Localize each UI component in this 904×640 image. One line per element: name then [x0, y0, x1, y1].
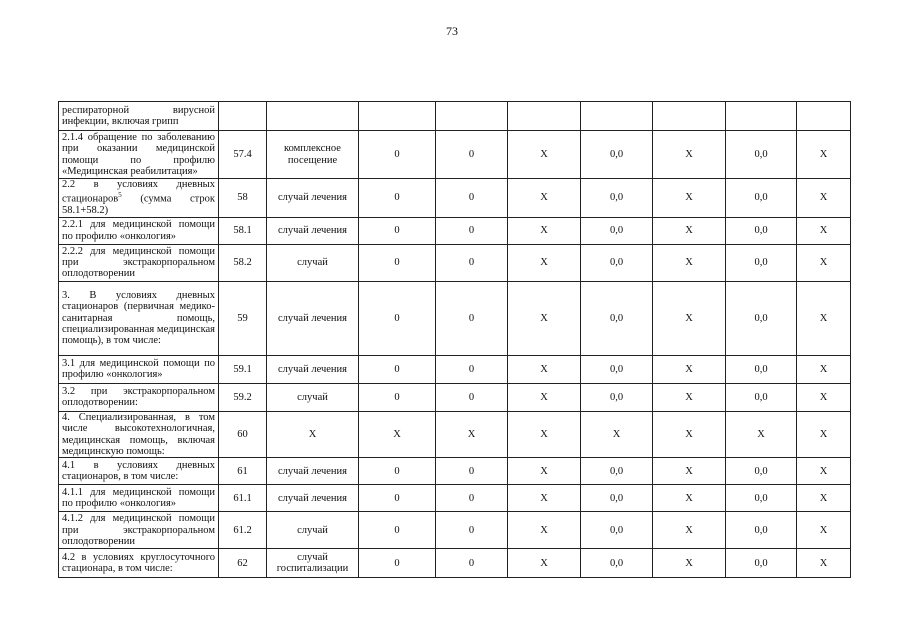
row-unit: случай лечения [267, 485, 359, 512]
row-code: 62 [219, 549, 267, 578]
table-row [59, 549, 851, 578]
row-value-3: X [508, 383, 581, 411]
row-value-6: 0,0 [726, 485, 797, 512]
row-value-3: X [508, 217, 581, 244]
row-code: 61.1 [219, 485, 267, 512]
row-value-3: X [508, 458, 581, 485]
row-value-1: 0 [359, 383, 436, 411]
page-number: 73 [446, 24, 458, 38]
row-value-6: 0,0 [726, 217, 797, 244]
table-row [59, 102, 851, 131]
row-value-7: X [797, 244, 851, 281]
row-value-6 [726, 102, 797, 131]
row-value-3: X [508, 512, 581, 549]
row-value-1: X [359, 411, 436, 458]
row-value-5: X [653, 485, 726, 512]
row-name: 2.2.2 для медицинской помощи при экстракорпоральном оплодотворении [59, 244, 219, 281]
row-value-5: X [653, 244, 726, 281]
table-row [59, 383, 851, 411]
row-value-6: X [726, 411, 797, 458]
row-value-7: X [797, 179, 851, 218]
row-value-5: X [653, 355, 726, 383]
row-value-2: 0 [436, 458, 508, 485]
row-value-4: 0,0 [581, 512, 653, 549]
row-value-2: 0 [436, 383, 508, 411]
row-value-1: 0 [359, 217, 436, 244]
row-name: 4. Специализированная, в том числе высокотехнологичная, медицинская помощь, включая медицинскую помощь: [59, 411, 219, 458]
row-name: 3.1 для медицинской помощи по профилю «онкология» [59, 355, 219, 383]
row-code: 60 [219, 411, 267, 458]
row-value-1: 0 [359, 244, 436, 281]
row-name: 4.1.1 для медицинской помощи по профилю «онкология» [59, 485, 219, 512]
row-code: 58.2 [219, 244, 267, 281]
row-unit: случай лечения [267, 217, 359, 244]
row-value-5: X [653, 179, 726, 218]
row-value-1: 0 [359, 512, 436, 549]
row-code: 59.2 [219, 383, 267, 411]
row-value-4 [581, 102, 653, 131]
row-value-2: X [436, 411, 508, 458]
row-name: 3. В условиях дневных стационаров (первичная медико-санитарная помощь, специализированная медицинская помощь), в том числе: [59, 281, 219, 355]
row-value-7: X [797, 411, 851, 458]
row-value-2: 0 [436, 549, 508, 578]
row-unit: случай лечения [267, 355, 359, 383]
table-row [59, 217, 851, 244]
row-value-1: 0 [359, 485, 436, 512]
row-value-2: 0 [436, 217, 508, 244]
row-value-4: 0,0 [581, 485, 653, 512]
row-value-6: 0,0 [726, 179, 797, 218]
table-row [59, 458, 851, 485]
row-value-4: X [581, 411, 653, 458]
row-code: 57.4 [219, 131, 267, 179]
row-value-1: 0 [359, 458, 436, 485]
row-value-5 [653, 102, 726, 131]
row-value-5: X [653, 458, 726, 485]
row-value-1: 0 [359, 281, 436, 355]
row-unit: случай [267, 512, 359, 549]
row-value-5: X [653, 512, 726, 549]
row-value-2 [436, 102, 508, 131]
row-unit [267, 102, 359, 131]
row-value-3: X [508, 131, 581, 179]
row-value-3: X [508, 244, 581, 281]
row-value-7: X [797, 485, 851, 512]
data-table [58, 101, 851, 578]
table-row [59, 355, 851, 383]
row-value-5: X [653, 549, 726, 578]
table-row [59, 179, 851, 218]
row-value-4: 0,0 [581, 281, 653, 355]
row-value-3 [508, 102, 581, 131]
row-value-2: 0 [436, 281, 508, 355]
table-row [59, 411, 851, 458]
row-code: 59 [219, 281, 267, 355]
row-value-2: 0 [436, 131, 508, 179]
row-code: 58.1 [219, 217, 267, 244]
row-code [219, 102, 267, 131]
row-value-6: 0,0 [726, 458, 797, 485]
row-name: 4.1 в условиях дневных стационаров, в том числе: [59, 458, 219, 485]
row-value-3: X [508, 281, 581, 355]
row-unit: случай лечения [267, 281, 359, 355]
row-code: 61.2 [219, 512, 267, 549]
row-value-7: X [797, 131, 851, 179]
row-unit: комплексное посещение [267, 131, 359, 179]
row-value-2: 0 [436, 485, 508, 512]
row-value-2: 0 [436, 512, 508, 549]
row-name: респираторной вирусной инфекции, включая грипп [59, 102, 219, 131]
row-unit: случай лечения [267, 458, 359, 485]
row-value-6: 0,0 [726, 355, 797, 383]
row-value-7: X [797, 217, 851, 244]
row-value-4: 0,0 [581, 549, 653, 578]
table-row [59, 131, 851, 179]
footnote-mark: 5 [118, 191, 122, 200]
table-row [59, 281, 851, 355]
row-value-1 [359, 102, 436, 131]
row-value-1: 0 [359, 549, 436, 578]
row-value-1: 0 [359, 179, 436, 218]
row-value-6: 0,0 [726, 512, 797, 549]
row-name: 2.2 в условиях дневных стационаров$^5$ (сумма строк 58.1+58.2) [59, 179, 219, 218]
row-value-5: X [653, 411, 726, 458]
row-value-7: X [797, 281, 851, 355]
row-value-7: X [797, 549, 851, 578]
row-value-1: 0 [359, 131, 436, 179]
row-value-3: X [508, 549, 581, 578]
row-unit: случай лечения [267, 179, 359, 218]
table-row [59, 485, 851, 512]
row-code: 61 [219, 458, 267, 485]
row-value-4: 0,0 [581, 244, 653, 281]
row-value-4: 0,0 [581, 179, 653, 218]
row-value-3: X [508, 179, 581, 218]
row-value-4: 0,0 [581, 383, 653, 411]
row-value-3: X [508, 411, 581, 458]
row-value-4: 0,0 [581, 217, 653, 244]
row-name: 4.2 в условиях круглосуточного стационара, в том числе: [59, 549, 219, 578]
row-code: 59.1 [219, 355, 267, 383]
row-value-5: X [653, 131, 726, 179]
row-value-3: X [508, 485, 581, 512]
row-value-5: X [653, 383, 726, 411]
row-unit: случай [267, 383, 359, 411]
row-unit: случай [267, 244, 359, 281]
row-value-7 [797, 102, 851, 131]
row-value-6: 0,0 [726, 244, 797, 281]
row-value-7: X [797, 512, 851, 549]
row-value-5: X [653, 217, 726, 244]
row-value-4: 0,0 [581, 458, 653, 485]
row-value-2: 0 [436, 244, 508, 281]
row-unit: случай госпитализации [267, 549, 359, 578]
row-unit: X [267, 411, 359, 458]
row-name: 2.2.1 для медицинской помощи по профилю «онкология» [59, 217, 219, 244]
row-value-7: X [797, 355, 851, 383]
row-value-7: X [797, 383, 851, 411]
row-value-4: 0,0 [581, 355, 653, 383]
row-value-1: 0 [359, 355, 436, 383]
row-value-6: 0,0 [726, 131, 797, 179]
row-name: 4.1.2 для медицинской помощи при экстракорпоральном оплодотворении [59, 512, 219, 549]
row-name: 2.1.4 обращение по заболеванию при оказании медицинской помощи по профилю «Медицинская реабилитация» [59, 131, 219, 179]
row-name: 3.2 при экстракорпоральном оплодотворении: [59, 383, 219, 411]
row-value-5: X [653, 281, 726, 355]
table-row [59, 512, 851, 549]
row-value-3: X [508, 355, 581, 383]
row-value-2: 0 [436, 179, 508, 218]
row-value-4: 0,0 [581, 131, 653, 179]
row-value-2: 0 [436, 355, 508, 383]
row-value-6: 0,0 [726, 383, 797, 411]
row-value-7: X [797, 458, 851, 485]
row-code: 58 [219, 179, 267, 218]
table-row [59, 244, 851, 281]
row-value-6: 0,0 [726, 281, 797, 355]
row-value-6: 0,0 [726, 549, 797, 578]
